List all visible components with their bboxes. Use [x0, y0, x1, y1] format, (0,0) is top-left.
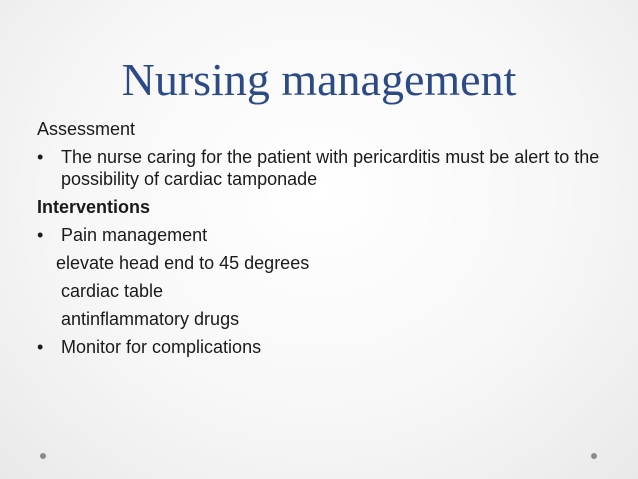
bullet-text: Pain management — [61, 225, 208, 245]
bullet-item — [37, 224, 617, 246]
bullet-text: Monitor for complications — [61, 337, 262, 357]
assessment-heading: Assessment — [37, 119, 136, 139]
bullet-dot-icon: • — [37, 147, 44, 167]
bullet-item — [37, 336, 617, 358]
interventions-heading: Interventions — [37, 197, 151, 217]
bullet-dot-icon: • — [37, 225, 44, 245]
decor-dot-icon — [40, 453, 46, 459]
slide-title: Nursing management — [121, 54, 517, 105]
bullet-item — [37, 146, 617, 190]
bullet-dot-icon: • — [37, 337, 44, 357]
decor-dot-icon — [591, 453, 597, 459]
sub-item: elevate head end to 45 degrees — [56, 253, 310, 273]
sub-item: antinflammatory drugs — [61, 309, 240, 329]
slide-body — [37, 118, 617, 364]
bullet-text: The nurse caring for the patient with pericarditis must be alert to the possibility of cardiac tamponade — [61, 147, 600, 189]
sub-item: cardiac table — [61, 281, 164, 301]
